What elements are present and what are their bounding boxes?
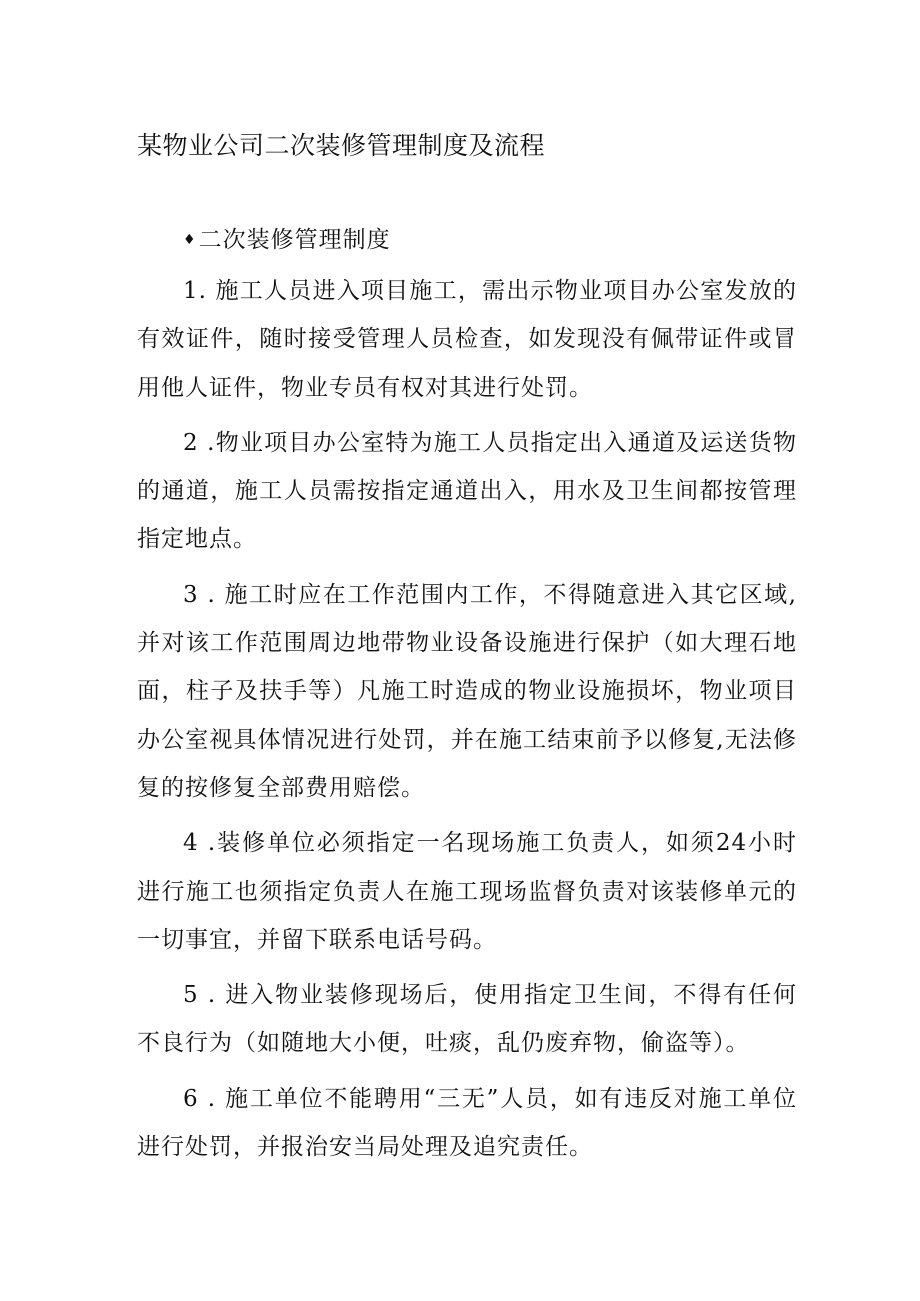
rule-item-1: 1. 施工人员进入项目施工，需出示物业项目办公室发放的有效证件，随时接受管理人员检查，如发现没有佩带证件或冒用他人证件，物业专员有权对其进行处罚。 [137,278,797,401]
document-title: 某物业公司二次装修管理制度及流程 [137,131,546,160]
section-heading-text: 二次装修管理制度 [198,227,391,253]
management-rules-section [137,218,797,1178]
rule-item-5: 5 . 进入物业装修现场后，使用指定卫生间，不得有任何不良行为（如随地大小便，吐痰，乱仍废弃物，偷盗等）。 [137,982,797,1057]
rule-item-6: 6 . 施工单位不能聘用“三无”人员，如有违反对施工单位进行处罚，并报治安当局处理及追究责任。 [137,1085,797,1161]
section-heading [137,218,797,262]
rule-item-4: 4 .装修单位必须指定一名现场施工负责人，如须24小时进行施工也须指定负责人在施工现场监督负责对该装修单元的一切事宜，并留下联系电话号码。 [137,830,797,953]
diamond-bullet-icon: ♦ [183,232,197,248]
rule-item-3: 3 . 施工时应在工作范围内工作，不得随意进入其它区域,并对该工作范围周边地带物业设备设施进行保护（如大理石地面，柱子及扶手等）凡施工时造成的物业设施损坏，物业项目办公室视具体情况进行处罚，并在施工结束前予以修复,无法修复的按修复全部费用赔偿。 [137,581,797,801]
rule-item-2: 2 .物业项目办公室特为施工人员指定出入通道及运送货物的通道，施工人员需按指定通道出入，用水及卫生间都按管理指定地点。 [137,429,797,553]
